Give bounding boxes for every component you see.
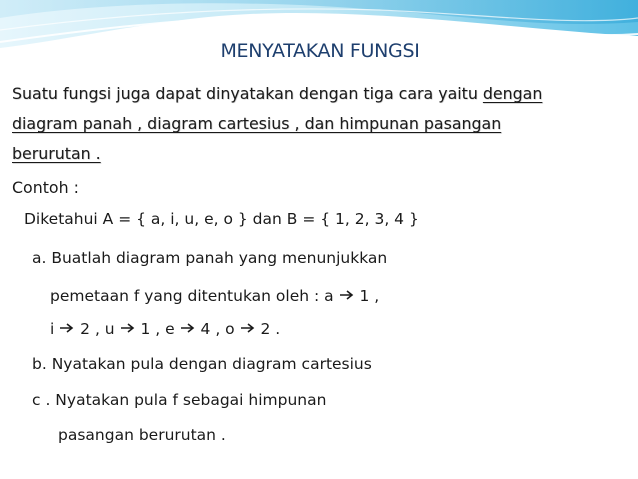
task-c-line-2: pasangan berurutan .	[58, 426, 226, 444]
given-sets: Diketahui A = { a, i, u, e, o } dan B = { 1, 2, 3, 4 }	[24, 210, 419, 228]
task-a-line-2	[50, 287, 379, 305]
intro-line-3: berurutan .	[12, 144, 101, 163]
task-c-line-1: c . Nyatakan pula f sebagai himpunan	[32, 391, 327, 409]
right-arrow-icon	[121, 319, 135, 337]
slide-title: MENYATAKAN FUNGSI	[220, 40, 420, 62]
mapping-text: i	[50, 320, 60, 338]
right-arrow-icon	[60, 319, 74, 337]
intro-text: Suatu fungsi juga dapat dinyatakan dengan tiga cara yaitu	[12, 84, 483, 103]
example-heading: Contoh :	[12, 178, 79, 197]
task-a-text: 1 ,	[354, 287, 380, 305]
task-b: b. Nyatakan pula dengan diagram cartesius	[32, 355, 372, 373]
intro-underlined-text: dengan	[482, 84, 543, 103]
mapping-text: 2 .	[255, 320, 281, 338]
right-arrow-icon	[241, 319, 255, 337]
mapping-text: 2 , u	[75, 320, 120, 338]
intro-line-1	[12, 79, 622, 109]
right-arrow-icon	[181, 319, 195, 337]
mapping-text: 1 , e	[135, 320, 180, 338]
mapping-text: 4 , o	[195, 320, 240, 338]
intro-line-2: diagram panah , diagram cartesius , dan himpunan pasangan	[12, 114, 502, 133]
task-a-line-3	[50, 320, 280, 338]
task-a-text: pemetaan f yang ditentukan oleh : a	[50, 287, 339, 305]
right-arrow-icon	[340, 286, 354, 304]
task-a-title: a. Buatlah diagram panah yang menunjukkan	[32, 249, 388, 267]
intro-paragraph	[12, 79, 622, 169]
